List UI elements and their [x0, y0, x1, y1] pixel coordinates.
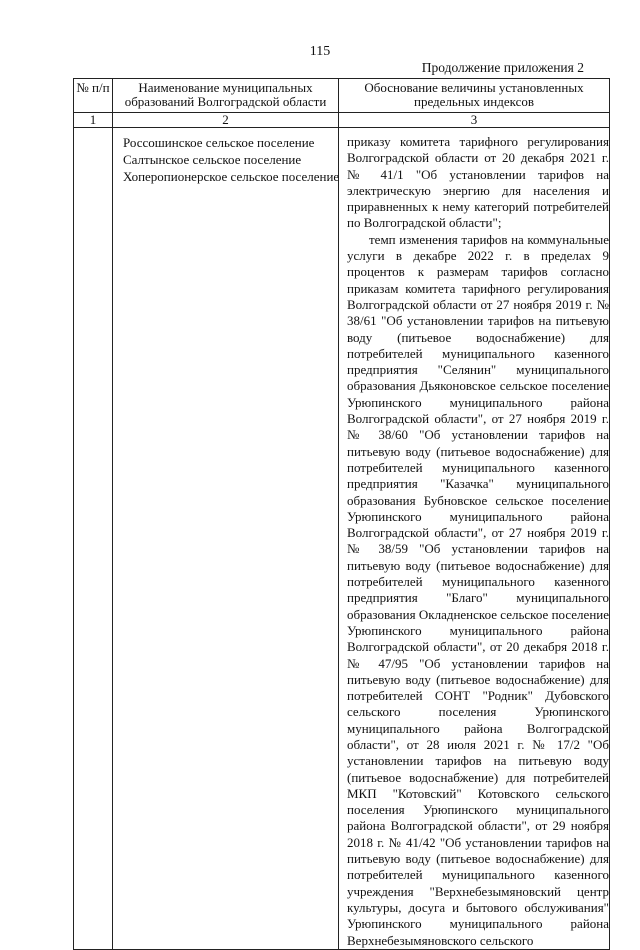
index-cell-3: 3 [339, 113, 610, 128]
row-number-cell [74, 128, 113, 950]
header-basis: Обоснование величины установленных предельных индексов [339, 79, 610, 113]
basis-paragraph: темп изменения тарифов на коммунальные услуги в декабре 2022 г. в пределах 9 процентов к размерам тарифов согласно приказам комитета тарифного регулирования Волгоградской области от 27 ноября 2019 г. № 38/61 "Об установлении тарифов на питьевую воду (питьевое водоснабжение) для потребителей муниципального казенного предприятия "Селянин" муниципального образования Дьяконовское сельское поселение Урюпинского муниципального района Волгоградской области", от 27 ноября 2019 г. № 38/60 "Об установлении тарифов на питьевую воду (питьевое водоснабжение) для потребителей муниципального казенного предприятия "Казачка" муниципального образования Бубновское сельское поселение Урюпинского муниципального района Волгоградской области", от 27 ноября 2019 г. № 38/59 "Об установлении тарифов на питьевую воду (питьевое водоснабжение) для потребителей муниципального казенного предприятия "Благо" муниципального образования Окладненское сельское поселение Урюпинского муниципального района Волгоградской области", от 20 декабря 2018 г. № 47/95 "Об установлении тарифов на питьевую воду (питьевое водоснабжение) для потребителей СОНТ "Родник" Дубовского сельского поселения Урюпинского муниципального района Волгоградской области", от 28 июля 2021 г. № 17/2 "Об установлении тарифов на питьевую воду (питьевое водоснабжение) для потребителей МКП "Котовский" Котовского сельского поселения Урюпинского муниципального района Волгоградской области", от 29 ноября 2018 г. № 41/42 "Об установлении тарифов на питьевую воду (питьевое водоснабжение) для потребителей муниципального казенного учреждения "Верхнебезымяновский центр культуры, досуга и бытового обслуживания" Урюпинского муниципального района Верхнебезымяновского сельского [347, 231, 609, 948]
index-cell-1: 1 [74, 113, 113, 128]
table-header-row [74, 79, 610, 113]
basis-paragraph: приказу комитета тарифного регулирования Волгоградской области от 20 декабря 2021 г. № 41/1 "Об установлении тарифов на электрическую энергию для населения и приравненных к нему категорий потребителей по Волгоградской области"; [347, 134, 609, 231]
indices-table [73, 78, 610, 950]
table-index-row [74, 113, 610, 128]
settlement-item: Россошинское сельское поселение [123, 135, 315, 150]
settlement-item: Салтынское сельское поселение [123, 152, 302, 167]
settlement-item: Хоперопионерское сельское поселение [123, 169, 340, 184]
header-municipality-name: Наименование муниципальных образований Волгоградской области [113, 79, 339, 113]
basis-cell [339, 128, 610, 950]
basis-text [339, 128, 609, 949]
header-number: № п/п [74, 79, 113, 113]
settlement-list [113, 128, 338, 185]
table-row [74, 128, 610, 950]
appendix-continuation-label: Продолжение приложения 2 [421, 60, 584, 75]
index-cell-2: 2 [113, 113, 339, 128]
page-number: 115 [309, 44, 331, 59]
settlements-cell [113, 128, 339, 950]
